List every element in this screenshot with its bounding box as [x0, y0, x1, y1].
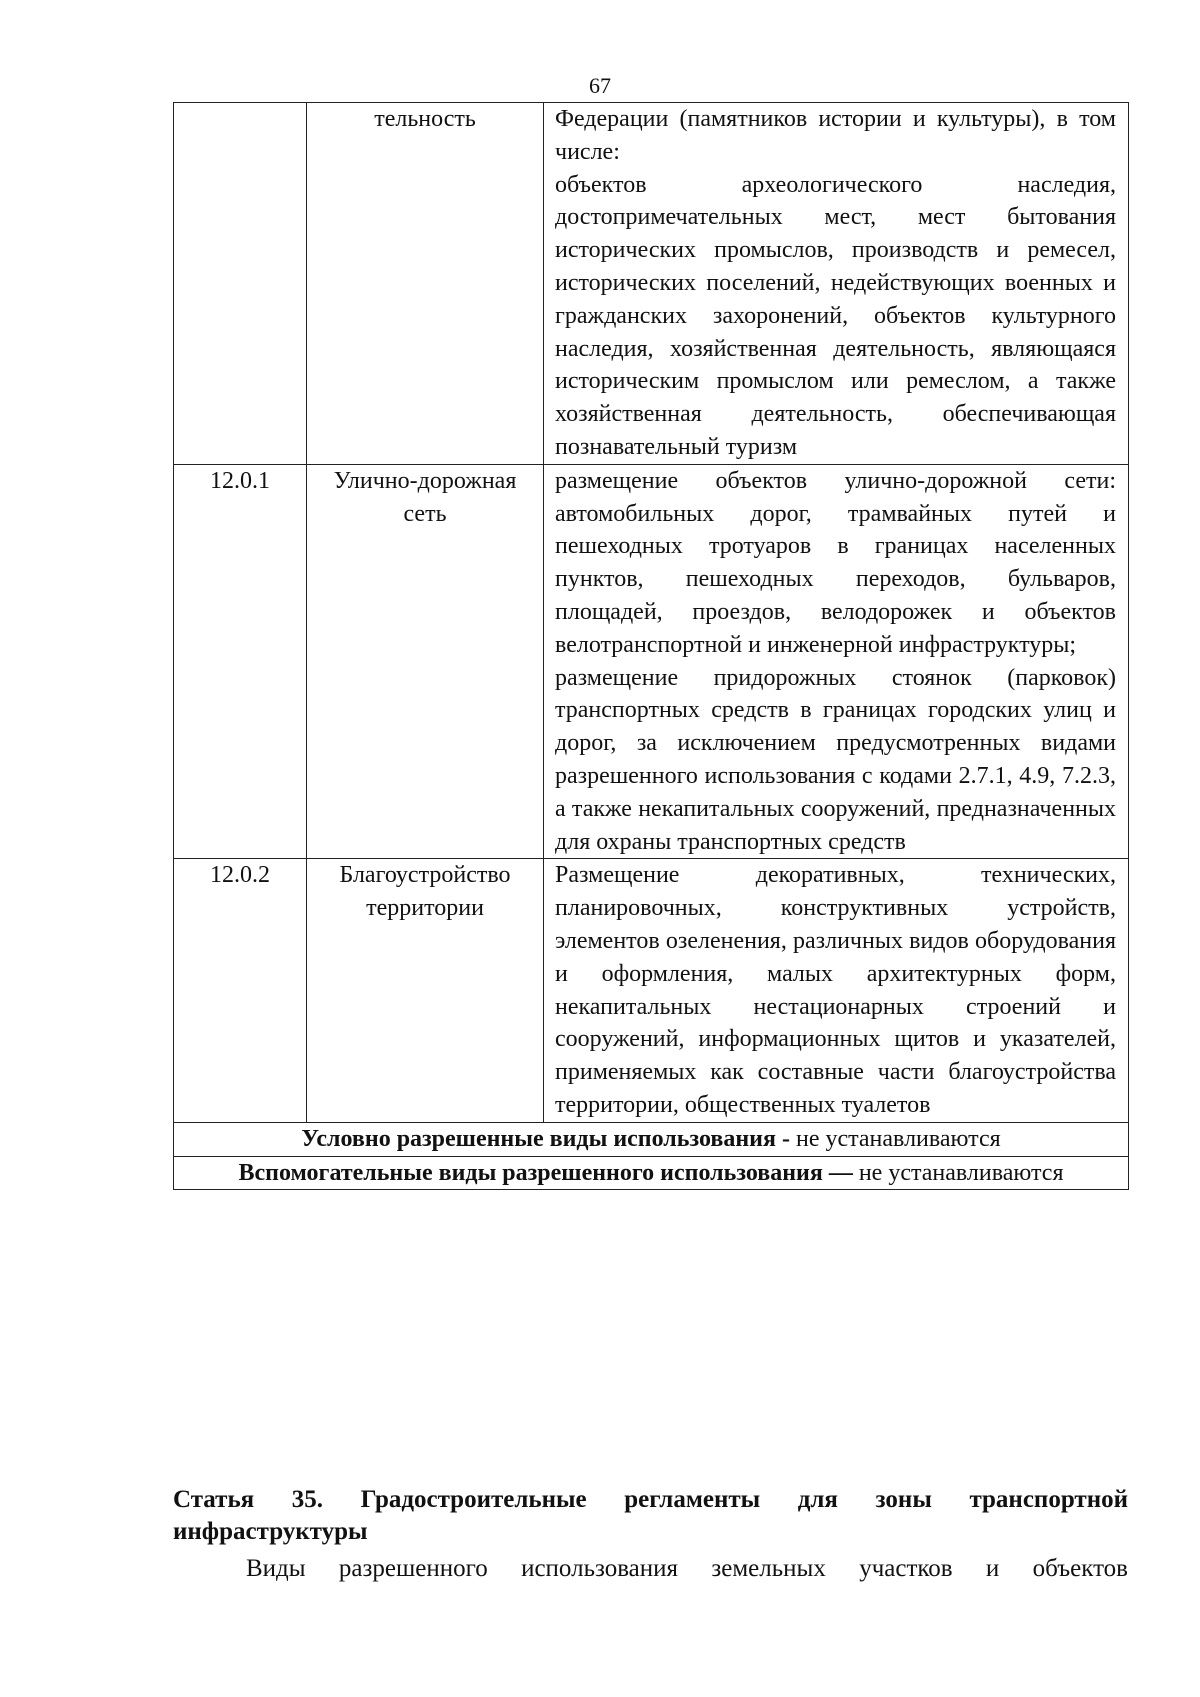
description-cell — [544, 464, 1129, 859]
use-type-name: Улично-дорожная сеть — [333, 467, 517, 527]
table-row — [174, 103, 1129, 465]
use-type-name: тельность — [374, 106, 476, 132]
land-use-table — [173, 102, 1129, 1190]
table-row — [174, 464, 1129, 859]
conditional-uses-cell — [174, 1122, 1129, 1156]
description-paragraph: Размещение декоративных, технических, планировочных, конструктивных устройств, элементов озеленения, различных видов оборудования и оформления, малых архитектурных форм, некапитальных нестационарных строений и сооружений, информационных щитов и указателей, применяемых как составные части благоустройства территории, общественных туалетов — [555, 862, 1116, 1118]
description-paragraph: размещение придорожных стоянок (парковок) транспортных средств в границах городских улиц и дорог, за исключением предусмотренных видами разрешенного использования с кодами 2.7.1, 4.9, 7.2.3, а также некапитальных сооружений, предназначенных для охраны транспортных средств — [555, 664, 1116, 855]
code-cell: 12.0.1 — [174, 464, 307, 859]
use-type-cell — [307, 859, 544, 1122]
article-heading: Статья 35. Градостроительные регламенты для зоны транспортной инфраструктуры — [173, 1486, 1128, 1545]
auxiliary-uses-value: не устанавливаются — [852, 1159, 1064, 1186]
page-number: 67 — [589, 73, 611, 98]
auxiliary-uses-cell — [174, 1156, 1129, 1190]
auxiliary-uses-label: Вспомогательные виды разрешенного использования — — [238, 1159, 853, 1186]
use-type-cell — [307, 464, 544, 859]
code-cell — [174, 103, 307, 465]
conditional-uses-row — [174, 1122, 1129, 1156]
description-paragraph: Федерации (памятников истории и культуры), в том числе: — [555, 106, 1116, 165]
conditional-uses-value: не устанавливаются — [789, 1125, 1001, 1152]
use-type-name: Благоустройство территории — [339, 862, 511, 922]
table-row — [174, 859, 1129, 1122]
conditional-uses-label: Условно разрешенные виды использования - — [301, 1125, 790, 1152]
description-cell — [544, 859, 1129, 1122]
description-cell — [544, 103, 1129, 465]
code-cell: 12.0.2 — [174, 859, 307, 1122]
article-body-text: Виды разрешенного использования земельных участков и объектов — [246, 1555, 1128, 1582]
description-paragraph: размещение объектов улично-дорожной сети: автомобильных дорог, трамвайных путей и пешеходных тротуаров в границах населенных пунктов, пешеходных переходов, бульваров, площадей, проездов, велодорожек и объектов велотранспортной и инженерной инфраструктуры; — [555, 467, 1116, 658]
description-paragraph: объектов археологического наследия, достопримечательных мест, мест бытования исторических промыслов, производств и ремесел, исторических поселений, недействующих военных и гражданских захоронений, объектов культурного наследия, хозяйственная деятельность, являющаяся историческим промыслом или ремеслом, а также хозяйственная деятельность, обеспечивающая познавательный туризм — [555, 171, 1116, 460]
use-type-cell — [307, 103, 544, 465]
auxiliary-uses-row — [174, 1156, 1129, 1190]
